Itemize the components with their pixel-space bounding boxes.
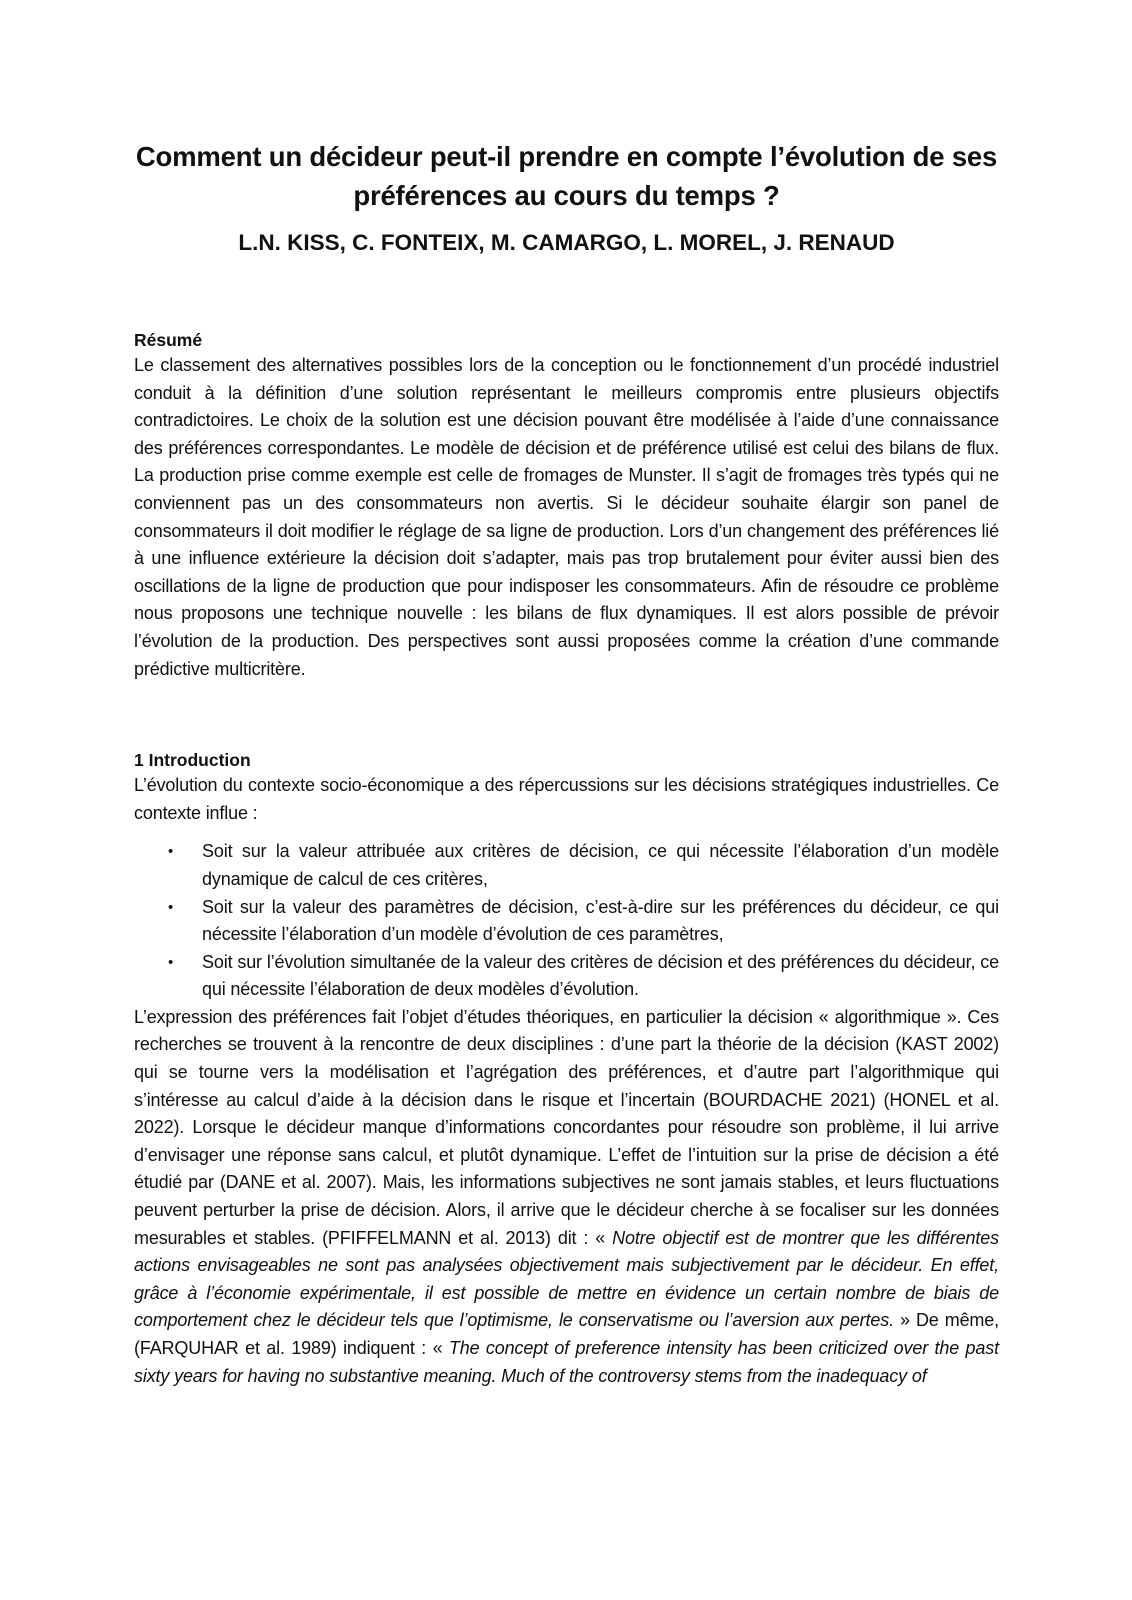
- list-item: [168, 894, 999, 949]
- author-list: L.N. KISS, C. FONTEIX, M. CAMARGO, L. MOREL, J. RENAUD: [238, 230, 895, 255]
- paper-title: Comment un décideur peut-il prendre en compte l’évolution de ses préférences au cours du temps ?: [135, 141, 998, 211]
- abstract-heading: Résumé: [134, 330, 203, 350]
- pfiffelmann-quote: Notre objectif est de montrer que les différentes actions envisageables ne sont pas analysées objectivement mais subjectivement par le décideur. En effet, grâce à l’économie expérimentale, il est possible de mettre en évidence un certain nombre de biais de comportement chez le décideur tels que l’optimisme, le conservatisme ou l’aversion aux pertes.: [134, 1227, 999, 1331]
- list-item-text: Soit sur la valeur attribuée aux critères de décision, ce qui nécessite l’élaboration d’un modèle dynamique de calcul de ces critères,: [202, 841, 999, 889]
- bullet-icon: •: [168, 953, 174, 971]
- list-item-text: Soit sur la valeur des paramètres de décision, c’est-à-dire sur les préférences du décideur, ce qui nécessite l’élaboration d’un modèle d’évolution de ces paramètres,: [202, 896, 999, 945]
- influence-list: [134, 838, 999, 1004]
- bullet-icon: •: [168, 898, 174, 916]
- paragraph-text: L’expression des préférences fait l’objet d’études théoriques, en particulier la décision « algorithmique ». Ces recherches se trouvent à la rencontre de deux disciplines : d’une part la théorie de la décision (KAST 2002) qui se tourne vers la modélisation et l’agrégation des préférences, et d’autre part l’algorithmique qui s’intéresse au calcul d’aide à la décision dans le risque et l’incertain (BOURDACHE 2021) (HONEL et al. 2022). Lorsque le décideur manque d’informations concordantes pour résoudre son problème, il lui arrive d’envisager une réponse sans calcul, et plutôt dynamique. L’effet de l’intuition sur la prise de décision a été étudié par (DANE et al. 2007). Mais, les informations subjectives ne sont jamais stables, et leurs fluctuations peuvent perturber la prise de décision. Alors, il arrive que le décideur cherche à se focaliser sur les données mesurables et stables. (PFIFFELMANN et al. 2013) dit : «: [134, 1006, 999, 1248]
- introduction-paragraph: L’évolution du contexte socio-économique a des répercussions sur les décisions stratégiques industrielles. Ce contexte influe :: [134, 775, 999, 823]
- introduction-heading: 1 Introduction: [134, 750, 251, 771]
- farquhar-quote: The concept of preference intensity has been criticized over the past sixty years for having no substantive meaning. Much of the controversy stems from the inadequacy of: [134, 1338, 999, 1386]
- list-item-text: Soit sur l’évolution simultanée de la valeur des critères de décision et des préférences du décideur, ce qui nécessite l’élaboration de deux modèles d’évolution.: [202, 951, 999, 1000]
- list-item: [168, 949, 999, 1004]
- abstract-paragraph: Le classement des alternatives possibles lors de la conception ou le fonctionnement d’un procédé industriel conduit à la définition d’une solution représentant le meilleurs compromis entre plusieurs objectifs contradictoires. Le choix de la solution est une décision pouvant être modélisée à l’aide d’une connaissance des préférences correspondantes. Le modèle de décision et de préférence utilisé est celui des bilans de flux. La production prise comme exemple est celle de fromages de Munster. Il s’agit de fromages très typés qui ne conviennent pas un des consommateurs non avertis. Si le décideur souhaite élargir son panel de consommateurs il doit modifier le réglage de sa ligne de production. Lors d’un changement des préférences lié à une influence extérieure la décision doit s’adapter, mais pas trop brutalement pour éviter aussi bien des oscillations de la ligne de production que pour indisposer les consommateurs. Afin de résoudre ce problème nous proposons une technique nouvelle : les bilans de flux dynamiques. Il est alors possible de prévoir l’évolution de la production. Des perspectives sont aussi proposées comme la création d’une commande prédictive multicritère.: [134, 355, 999, 679]
- preferences-paragraph: [134, 1004, 999, 1390]
- list-item: [168, 838, 999, 893]
- bullet-icon: •: [168, 843, 174, 861]
- paragraph-text: » De même, (FARQUHAR et al. 1989) indiquent : «: [134, 1310, 999, 1358]
